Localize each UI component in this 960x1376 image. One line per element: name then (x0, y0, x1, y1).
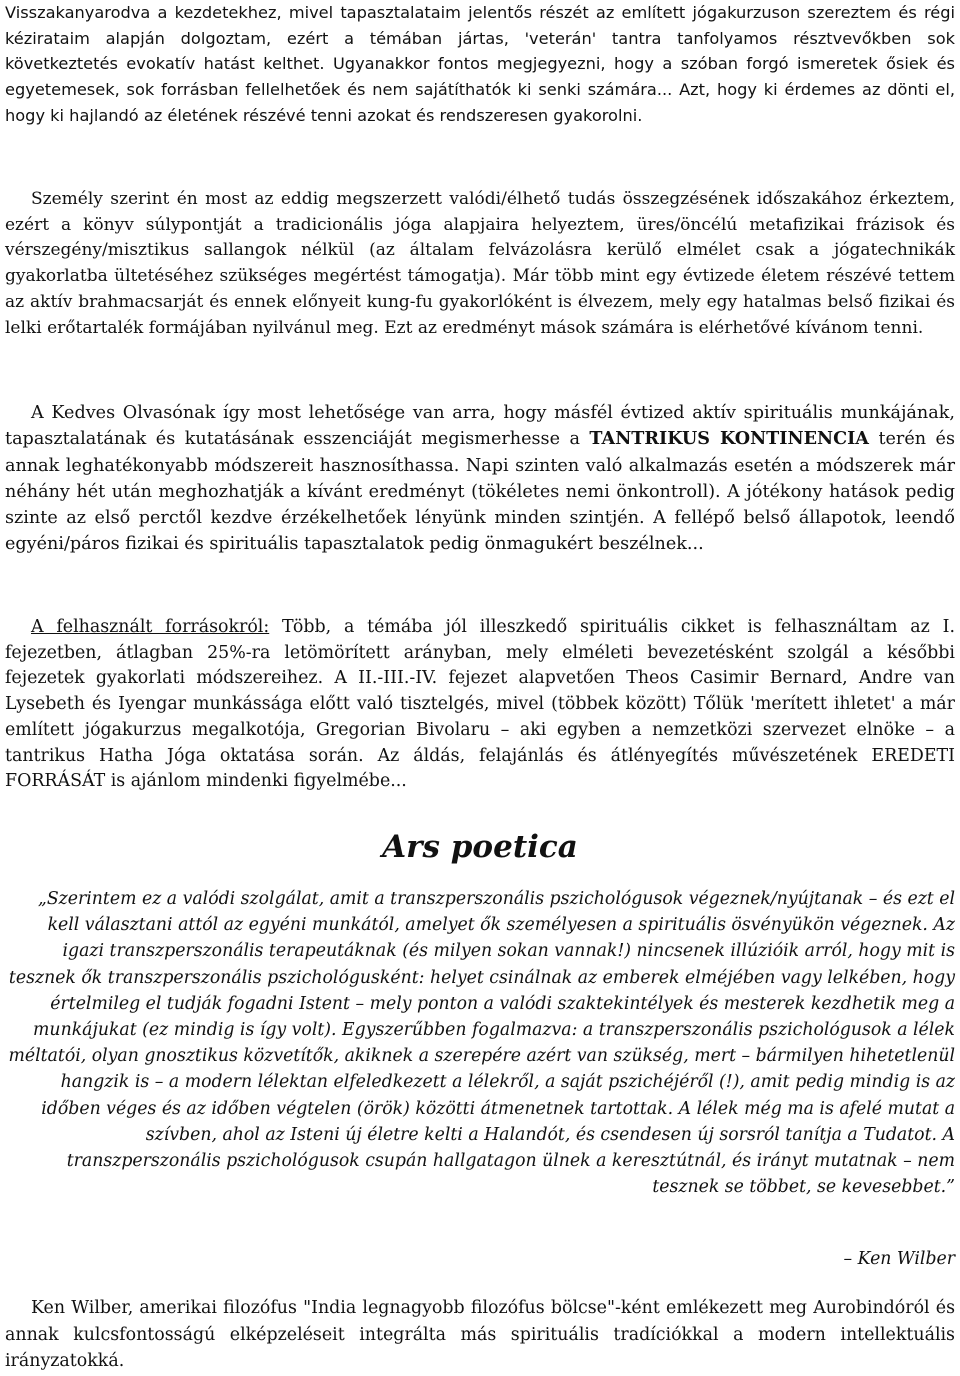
quote-text: „Szerintem ez a valódi szolgálat, amit a transzperszonális pszichológusok végeznek/nyújtanak – és ezt el kell választani attól az egyéni munkától, amelyet ők személyesen a spirituális ösvényükön végeznek. Az igazi transzperszonális terapeutáknak (és milyen sokan vannak!) nincsenek illúzióik arról, hogy mit is tesznek ők transzperszonális pszichológusként: helyet csinálnak az emberek elméjében vagy lelkében, hogy értelmileg el tudják fogadni Istent – mely ponton a valódi szaktekintélyek és mesterek kezdhetik meg a munkájukat (ez mindig is így volt). Egyszerűbben fogalmazva: a transzperszonális pszichológusok a lélek méltatói, olyan gnosztikus közvetítők, akiknek a szerepére azért van szükség, mert – bármilyen hihetetlenül hangzik is – a modern lélektan elfeledkezett a lélekről, a saját pszichéjéről (!), amit pedig mindig is az időben véges és az időben végtelen (örök) közötti átmenetnek tartottak. A lélek még ma is afelé mutat a szívben, ahol az Isteni új életre kelti a Halandót, és csendesen új sorsról tanítja a Tudatot. A transzperszonális pszichológusok csupán hallgatagon ülnek a keresztútnál, és irányt mutatnak – nem tesznek se többet, se kevesebbet.” (8, 889, 955, 1198)
paragraph-wilber-text: Ken Wilber, amerikai filozófus "India legnagyobb filozófus bölcse"-ként emlékezett meg Aurobindóról és annak kulcsfontosságú elképzeléseit integrálta más spirituális tradíciókkal a modern intellektuális irányzatokká. (5, 1298, 955, 1371)
paragraph-reader (5, 400, 955, 558)
paragraph-intro: Visszakanyarodva a kezdetekhez, mivel tapasztalataim jelentős részét az említett jógakurzuson szereztem és régi kézirataim alapján dolgoztam, ezért a témában jártas, 'veterán' tantra tanfolyamos résztvevőkben sok következtetés evokatív hatást kelthet. Ugyanakkor fontos megjegyezni, hogy a szóban forgó ismeretek ősiek és egyetemesek, sok forrásban fellelhetőek és nem sajátíthatók ki senki számára... Azt, hogy ki érdemes az dönti el, hogy ki hajlandó az életének részévé tenni azokat és rendszeresen gyakorolni. (5, 3, 955, 125)
paragraph-wilber (5, 1295, 955, 1375)
sources-label: A felhasznált forrásokról: (31, 617, 270, 637)
section-heading: Ars poetica (382, 829, 578, 865)
paragraph-reader-after: terén és annak leghatékonyabb módszereit hasznosíthassa. Napi szinten való alkalmazás esetén a módszerek már néhány hét után meghozhatják a kívánt eredményt (tökéletes nemi önkontroll). A jótékony hatások pedig szinte az első perctől kezdve érzékelhetőek lényünk minden szintjén. A fellépő belső állapotok, leendő egyéni/páros fizikai és spirituális tapasztalatok pedig önmagukért beszélnek... (5, 429, 955, 555)
paragraph-sources (5, 615, 955, 795)
paragraph-reader-bold: TANTRIKUS KONTINENCIA (589, 428, 869, 450)
quote-attribution: – Ken Wilber (843, 1249, 955, 1269)
sources-text: Több, a témába jól illeszkedő spirituális cikket is felhasználtam az I. fejezetben, átlagban 25%-ra letömörített arányban, mely elméleti bevezetésként szolgál a későbbi fejezetek gyakorlati módszereihez. A II.-III.-IV. fejezet alapvetően Theos Casimir Bernard, Andre van Lysebeth és Iyengar munkássága előtt való tisztelgés, mivel (többek között) Tőlük 'merített ihletet' a már említett jógakurzus megalkotója, Gregorian Bivolaru – aki egyben a nemzetközi szervezet elnöke – a tantrikus Hatha Jóga oktatása során. Az áldás, felajánlás és átlényegítés művészetének EREDETI FORRÁSÁT is ajánlom mindenki figyelmébe... (5, 617, 955, 792)
paragraph-personal-text: Személy szerint én most az eddig megszerzett valódi/élhető tudás összegzésének időszakához érkeztem, ezért a könyv súlypontját a tradicionális jóga alapjaira helyeztem, üres/öncélú metafizikai frázisok és vérszegény/misztikus sallangok nélkül (az általam felvázolásra kerülő elmélet csak a jógatechnikák gyakorlatba ültetéséhez szükséges megértést támogatja). Már több mint egy évtizede életem részévé tettem az aktív brahmacsarját és ennek előnyeit kung-fu gyakorlóként is élvezem, mely egy hatalmas belső fizikai és lelki erőtartalék formájában nyilvánul meg. Ezt az eredményt mások számára is elérhetővé kívánom tenni. (5, 189, 955, 338)
paragraph-reader-before: A Kedves Olvasónak így most lehetősége van arra, hogy másfél évtized aktív spirituális munkájának, tapasztalatának és kutatásának esszenciáját megismerhesse a (5, 403, 955, 450)
paragraph-personal (5, 187, 955, 341)
